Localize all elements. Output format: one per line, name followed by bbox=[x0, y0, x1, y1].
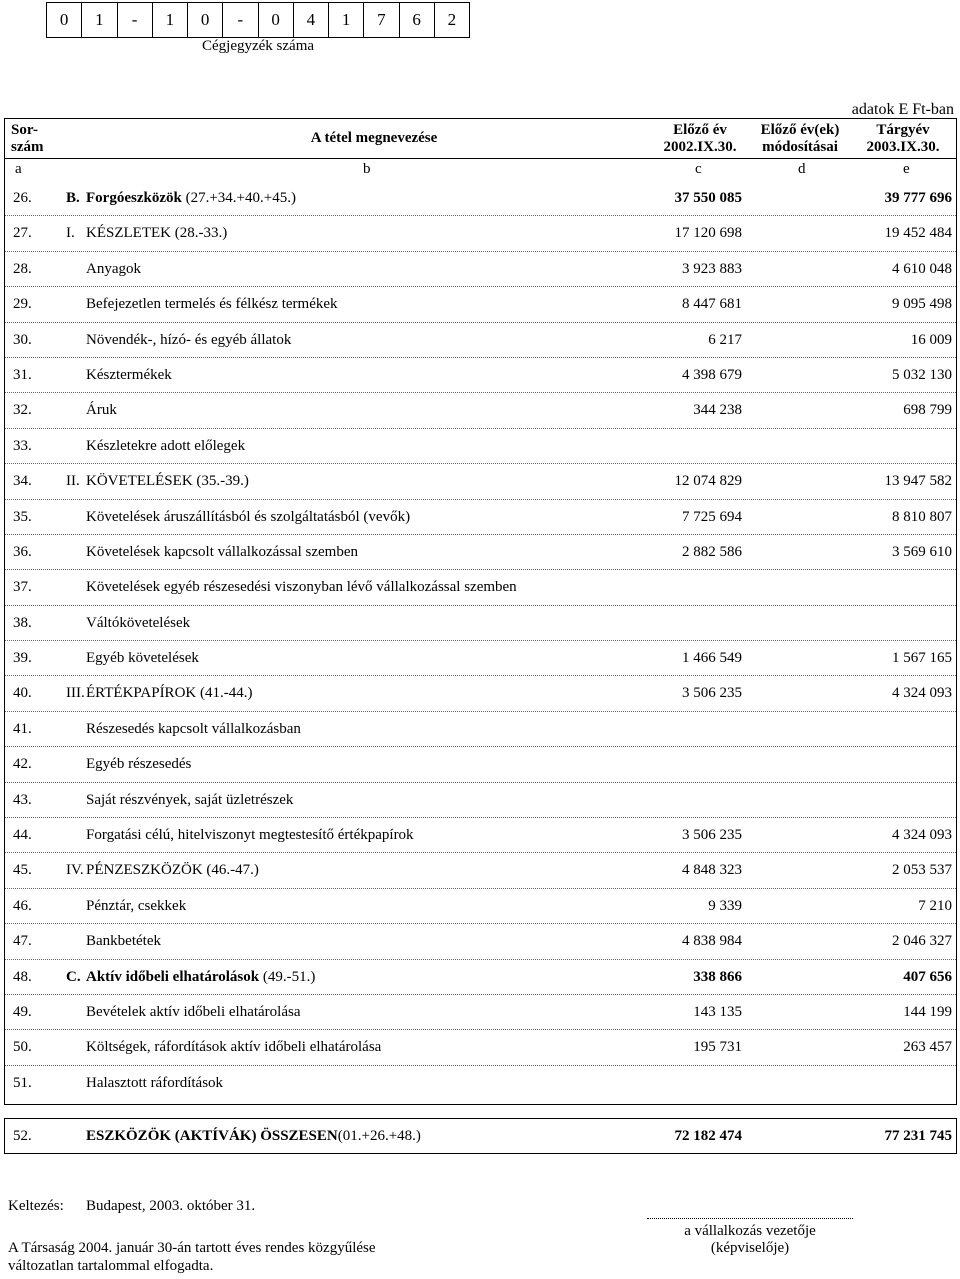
table-row bbox=[5, 1030, 956, 1065]
col-letter-c: c bbox=[695, 161, 702, 177]
row-number: 29. bbox=[13, 296, 32, 313]
registration-digit: 4 bbox=[294, 3, 329, 37]
row-number: 44. bbox=[13, 827, 32, 844]
row-previous-value: 12 074 829 bbox=[674, 473, 742, 490]
row-number: 51. bbox=[13, 1074, 32, 1091]
row-current-value: 39 777 696 bbox=[884, 190, 952, 206]
registration-digit: 7 bbox=[364, 3, 399, 37]
row-current-value: 4 324 093 bbox=[892, 827, 952, 844]
row-label: Saját részvények, saját üzletrészek bbox=[86, 791, 294, 808]
table-row bbox=[5, 216, 956, 251]
row-previous-value: 143 135 bbox=[693, 1003, 742, 1020]
registration-digit: 0 bbox=[188, 3, 223, 37]
row-previous-value: 37 550 085 bbox=[674, 190, 742, 206]
total-number: 52. bbox=[13, 1128, 32, 1144]
row-current-value: 2 046 327 bbox=[892, 933, 952, 950]
row-previous-value: 344 238 bbox=[693, 402, 742, 419]
row-current-value: 19 452 484 bbox=[884, 225, 952, 242]
total-previous: 72 182 474 bbox=[674, 1128, 742, 1144]
row-label: Bankbetétek bbox=[86, 933, 161, 950]
total-current: 77 231 745 bbox=[884, 1128, 952, 1144]
col-letter-a: a bbox=[15, 161, 22, 177]
balance-table bbox=[4, 118, 957, 1105]
row-label: Követelések áruszállításból és szolgáltatásból (vevők) bbox=[86, 508, 411, 525]
header-previous-year: Előző év 2002.IX.30. bbox=[663, 121, 737, 155]
registration-number-box bbox=[46, 2, 470, 38]
row-current-value: 3 569 610 bbox=[892, 543, 952, 560]
row-current-value: 9 095 498 bbox=[892, 296, 952, 313]
signature-subtitle: (képviselője) bbox=[710, 1240, 790, 1256]
row-previous-value: 9 339 bbox=[708, 897, 742, 914]
row-number: 35. bbox=[13, 508, 32, 525]
table-row bbox=[5, 960, 956, 995]
table-row bbox=[5, 853, 956, 888]
row-current-value: 13 947 582 bbox=[884, 473, 952, 490]
table-row bbox=[5, 676, 956, 711]
approval-line-2: változatlan tartalommal elfogadta. bbox=[8, 1258, 214, 1274]
row-previous-value: 338 866 bbox=[693, 968, 742, 985]
row-label: ÉRTÉKPAPÍROK (41.-44.) bbox=[86, 685, 253, 702]
row-current-value: 1 567 165 bbox=[892, 650, 952, 667]
row-number: 42. bbox=[13, 756, 32, 773]
column-letters bbox=[5, 159, 956, 181]
row-current-value: 16 009 bbox=[910, 331, 952, 348]
registration-digit: - bbox=[118, 3, 153, 37]
table-row bbox=[5, 747, 956, 782]
approval-line-1: A Társaság 2004. január 30-án tartott éves rendes közgyűlése bbox=[8, 1240, 376, 1256]
row-number: 47. bbox=[13, 933, 32, 950]
row-number: 40. bbox=[13, 685, 32, 702]
row-number: 34. bbox=[13, 473, 32, 490]
row-label: Aktív időbeli elhatárolások (49.-51.) bbox=[86, 968, 316, 985]
row-current-value: 5 032 130 bbox=[892, 366, 952, 383]
table-row bbox=[5, 464, 956, 499]
total-label: ESZKÖZÖK (AKTÍVÁK) ÖSSZESEN(01.+26.+48.) bbox=[86, 1128, 421, 1144]
row-label: Követelések egyéb részesedési viszonyban lévő vállalkozással szemben bbox=[86, 579, 517, 596]
row-current-value: 8 810 807 bbox=[892, 508, 952, 525]
table-row bbox=[5, 429, 956, 464]
row-prefix: I. bbox=[66, 225, 75, 242]
row-label: Készletekre adott előlegek bbox=[86, 437, 246, 454]
row-previous-value: 7 725 694 bbox=[682, 508, 742, 525]
table-body bbox=[5, 181, 956, 1101]
row-previous-value: 3 506 235 bbox=[682, 827, 742, 844]
table-row bbox=[5, 500, 956, 535]
row-label: Áruk bbox=[86, 402, 117, 419]
row-label: Késztermékek bbox=[86, 366, 172, 383]
row-number: 31. bbox=[13, 366, 32, 383]
registration-digit: - bbox=[223, 3, 258, 37]
table-row bbox=[5, 323, 956, 358]
row-label: Halasztott ráfordítások bbox=[86, 1074, 224, 1091]
row-label: Növendék-, hízó- és egyéb állatok bbox=[86, 331, 292, 348]
row-number: 37. bbox=[13, 579, 32, 596]
row-label: Anyagok bbox=[86, 260, 141, 277]
table-row bbox=[5, 818, 956, 853]
registration-digit: 0 bbox=[259, 3, 294, 37]
row-number: 46. bbox=[13, 897, 32, 914]
registration-label: Cégjegyzék száma bbox=[201, 38, 315, 54]
row-previous-value: 2 882 586 bbox=[682, 543, 742, 560]
row-label: Költségek, ráfordítások aktív időbeli elhatárolása bbox=[86, 1039, 382, 1056]
row-label: Bevételek aktív időbeli elhatárolása bbox=[86, 1003, 301, 1020]
row-number: 32. bbox=[13, 402, 32, 419]
row-current-value: 698 799 bbox=[903, 402, 952, 419]
table-row bbox=[5, 1066, 956, 1101]
table-row bbox=[5, 783, 956, 818]
row-number: 39. bbox=[13, 650, 32, 667]
row-number: 30. bbox=[13, 331, 32, 348]
row-number: 48. bbox=[13, 968, 32, 985]
total-row bbox=[4, 1118, 957, 1154]
row-current-value: 4 324 093 bbox=[892, 685, 952, 702]
date-label: Keltezés: bbox=[8, 1198, 64, 1214]
table-row bbox=[5, 889, 956, 924]
header-item-name: A tétel megnevezése bbox=[310, 130, 438, 146]
table-row bbox=[5, 606, 956, 641]
row-number: 50. bbox=[13, 1039, 32, 1056]
row-previous-value: 1 466 549 bbox=[682, 650, 742, 667]
unit-note: adatok E Ft-ban bbox=[851, 101, 954, 118]
row-number: 38. bbox=[13, 614, 32, 631]
row-number: 33. bbox=[13, 437, 32, 454]
row-label: Egyéb részesedés bbox=[86, 756, 192, 773]
row-label: Követelések kapcsolt vállalkozással szemben bbox=[86, 543, 358, 560]
table-row bbox=[5, 287, 956, 322]
col-letter-d: d bbox=[798, 161, 806, 177]
table-row bbox=[5, 181, 956, 216]
row-previous-value: 6 217 bbox=[708, 331, 742, 348]
table-row bbox=[5, 712, 956, 747]
row-prefix: C. bbox=[66, 968, 81, 985]
row-number: 45. bbox=[13, 862, 32, 879]
row-label: Forgóeszközök (27.+34.+40.+45.) bbox=[86, 190, 296, 206]
row-previous-value: 4 838 984 bbox=[682, 933, 742, 950]
table-row bbox=[5, 535, 956, 570]
table-row bbox=[5, 252, 956, 287]
table-row bbox=[5, 995, 956, 1030]
row-number: 36. bbox=[13, 543, 32, 560]
row-current-value: 263 457 bbox=[903, 1039, 952, 1056]
table-row bbox=[5, 393, 956, 428]
table-row bbox=[5, 570, 956, 605]
table-row bbox=[5, 358, 956, 393]
row-label: PÉNZESZKÖZÖK (46.-47.) bbox=[86, 862, 259, 879]
row-prefix: II. bbox=[66, 473, 80, 490]
row-previous-value: 3 923 883 bbox=[682, 260, 742, 277]
row-previous-value: 17 120 698 bbox=[674, 225, 742, 242]
row-previous-value: 4 398 679 bbox=[682, 366, 742, 383]
row-current-value: 4 610 048 bbox=[892, 260, 952, 277]
row-label: Pénztár, csekkek bbox=[86, 897, 187, 914]
row-label: Forgatási célú, hitelviszonyt megtestesítő értékpapírok bbox=[86, 827, 414, 844]
row-number: 49. bbox=[13, 1003, 32, 1020]
row-number: 43. bbox=[13, 791, 32, 808]
table-row bbox=[5, 641, 956, 676]
table-header bbox=[5, 119, 956, 159]
row-label: Egyéb követelések bbox=[86, 650, 199, 667]
row-prefix: IV. bbox=[66, 862, 84, 879]
row-previous-value: 3 506 235 bbox=[682, 685, 742, 702]
signature-line bbox=[647, 1218, 853, 1219]
registration-digit: 6 bbox=[400, 3, 435, 37]
table-row bbox=[5, 924, 956, 959]
row-number: 27. bbox=[13, 225, 32, 242]
row-label: KÉSZLETEK (28.-33.) bbox=[86, 225, 228, 242]
registration-digit: 0 bbox=[47, 3, 82, 37]
row-current-value: 144 199 bbox=[903, 1003, 952, 1020]
header-current-year: Tárgyév 2003.IX.30. bbox=[866, 121, 940, 155]
row-label: Befejezetlen termelés és félkész termékek bbox=[86, 296, 338, 313]
col-letter-e: e bbox=[903, 161, 910, 177]
row-label: KÖVETELÉSEK (35.-39.) bbox=[86, 473, 249, 490]
col-letter-b: b bbox=[363, 161, 371, 177]
row-number: 28. bbox=[13, 260, 32, 277]
row-previous-value: 4 848 323 bbox=[682, 862, 742, 879]
row-previous-value: 195 731 bbox=[693, 1039, 742, 1056]
registration-digit: 2 bbox=[447, 10, 457, 29]
row-current-value: 7 210 bbox=[918, 897, 952, 914]
registration-digit: 1 bbox=[329, 3, 364, 37]
header-row-number: Sor- szám bbox=[11, 121, 44, 155]
row-prefix: B. bbox=[66, 190, 80, 206]
row-current-value: 407 656 bbox=[903, 968, 952, 985]
row-label: Váltókövetelések bbox=[86, 614, 191, 631]
row-number: 41. bbox=[13, 720, 32, 737]
row-number: 26. bbox=[13, 190, 32, 206]
row-label: Részesedés kapcsolt vállalkozásban bbox=[86, 720, 301, 737]
row-previous-value: 8 447 681 bbox=[682, 296, 742, 313]
date-value: Budapest, 2003. október 31. bbox=[86, 1198, 256, 1214]
row-current-value: 2 053 537 bbox=[892, 862, 952, 879]
signature-title: a vállalkozás vezetője bbox=[684, 1223, 816, 1239]
registration-digit: 1 bbox=[153, 3, 188, 37]
registration-digit: 1 bbox=[82, 3, 117, 37]
header-modifications: Előző év(ek) módosításai bbox=[760, 121, 840, 155]
row-prefix: III. bbox=[66, 685, 85, 702]
